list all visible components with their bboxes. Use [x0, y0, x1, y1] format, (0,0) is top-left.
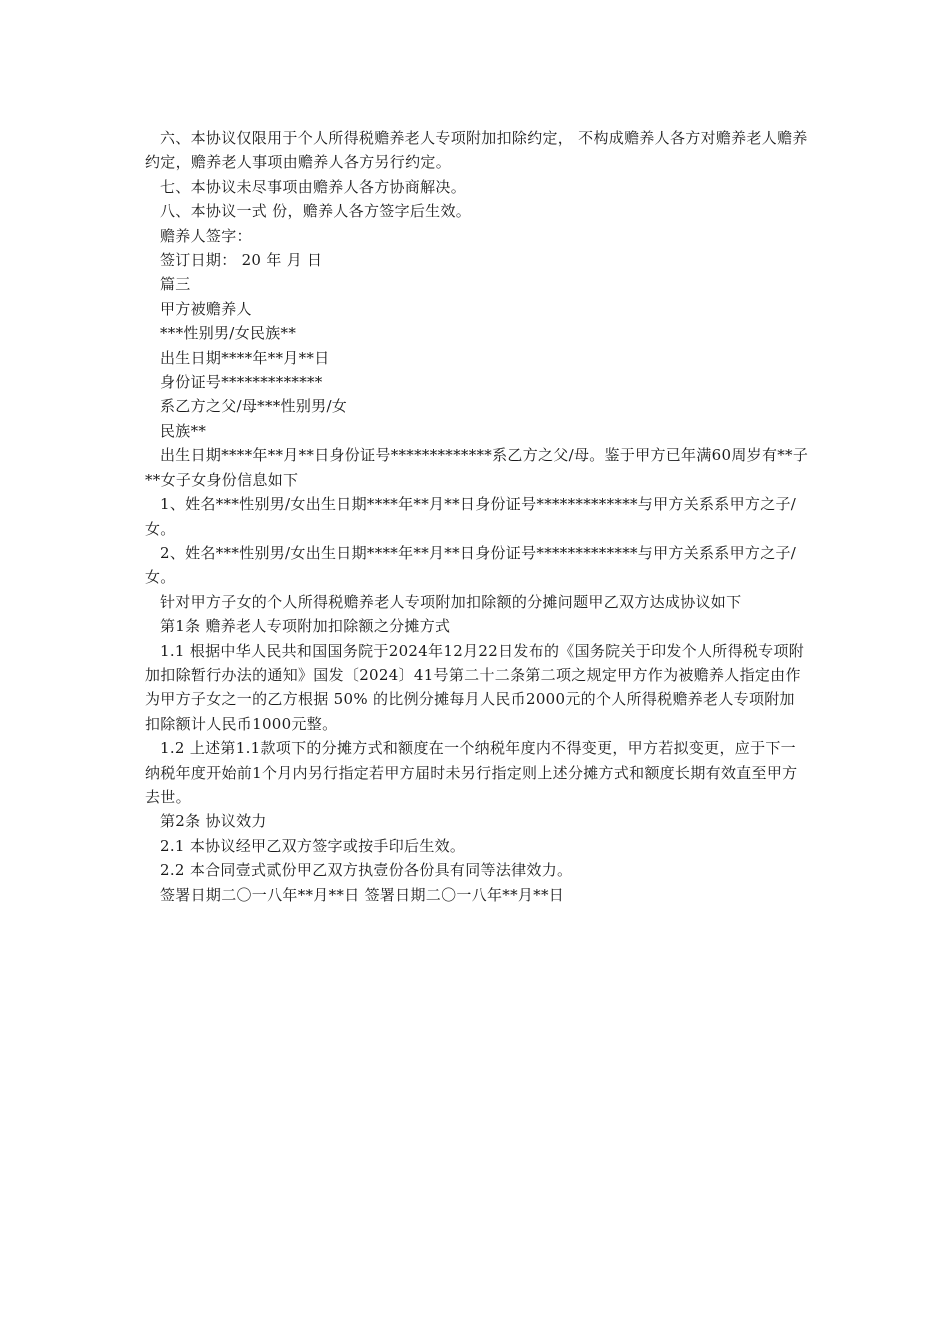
paragraph-clause-6: 六、本协议仅限用于个人所得税赡养老人专项附加扣除约定， 不构成赡养人各方对赡养老人赡养约定，赡养老人事项由赡养人各方另行约定。 — [145, 129, 808, 172]
party-a-label: 甲方被赡养人 — [160, 299, 252, 318]
child-2-info: 2、姓名***性别男/女出生日期****年**月**日身份证号*************与甲方关系系甲方之子/女。 — [145, 543, 797, 587]
party-a-gender: ***性别男/女民族** — [160, 324, 297, 343]
section-heading: 篇三 — [160, 275, 191, 294]
party-a-ethnicity: 民族** — [160, 421, 207, 440]
document-body — [145, 126, 810, 907]
party-a-birth: 出生日期****年**月**日 — [160, 348, 330, 367]
signature-line: 赡养人签字： — [160, 226, 252, 245]
party-a-details: 出生日期****年**月**日身份证号*************系乙方之父/母。鉴于甲方已年满60周岁有**子**女子女身份信息如下 — [145, 446, 809, 489]
sign-date-line: 签订日期： 20 年 月 日 — [160, 251, 323, 270]
article-2-heading: 第2条 协议效力 — [160, 812, 267, 831]
article-1-2: 1.2 上述第1.1款项下的分摊方式和额度在一个纳税年度内不得变更，甲方若拟变更，应于下一纳税年度开始前1个月内另行指定若甲方届时未另行指定则上述分摊方式和额度长期有效直至甲方去世。 — [145, 739, 798, 806]
agreement-intro: 针对甲方子女的个人所得税赡养老人专项附加扣除额的分摊问题甲乙双方达成协议如下 — [160, 592, 742, 611]
child-1-info: 1、姓名***性别男/女出生日期****年**月**日身份证号*************与甲方关系系甲方之子/女。 — [145, 495, 797, 538]
paragraph-clause-8: 八、本协议一式 份，赡养人各方签字后生效。 — [160, 202, 472, 221]
article-1-1: 1.1 根据中华人民共和国国务院于2024年12月22日发布的《国务院关于印发个人所得税专项附加扣除暂行办法的通知》国发〔2024〕41号第二十二条第二项之规定甲方作为被赡养人指定由作为甲方子女之一的乙方根据 50% 的比例分摊每月人民币2000元的个人所得税赡养老人专项附加扣除额计人民币1000元整。 — [145, 641, 805, 733]
party-a-relation: 系乙方之父/母***性别男/女 — [160, 397, 348, 416]
party-a-id: 身份证号************* — [160, 373, 323, 392]
article-1-heading: 第1条 赡养老人专项附加扣除额之分摊方式 — [160, 617, 451, 636]
signing-dates: 签署日期二〇一八年**月**日 签署日期二〇一八年**月**日 — [160, 885, 565, 904]
paragraph-clause-7: 七、本协议未尽事项由赡养人各方协商解决。 — [160, 177, 467, 196]
article-2-2: 2.2 本合同壹式贰份甲乙双方执壹份各份具有同等法律效力。 — [160, 861, 573, 880]
article-2-1: 2.1 本协议经甲乙双方签字或按手印后生效。 — [160, 836, 466, 855]
